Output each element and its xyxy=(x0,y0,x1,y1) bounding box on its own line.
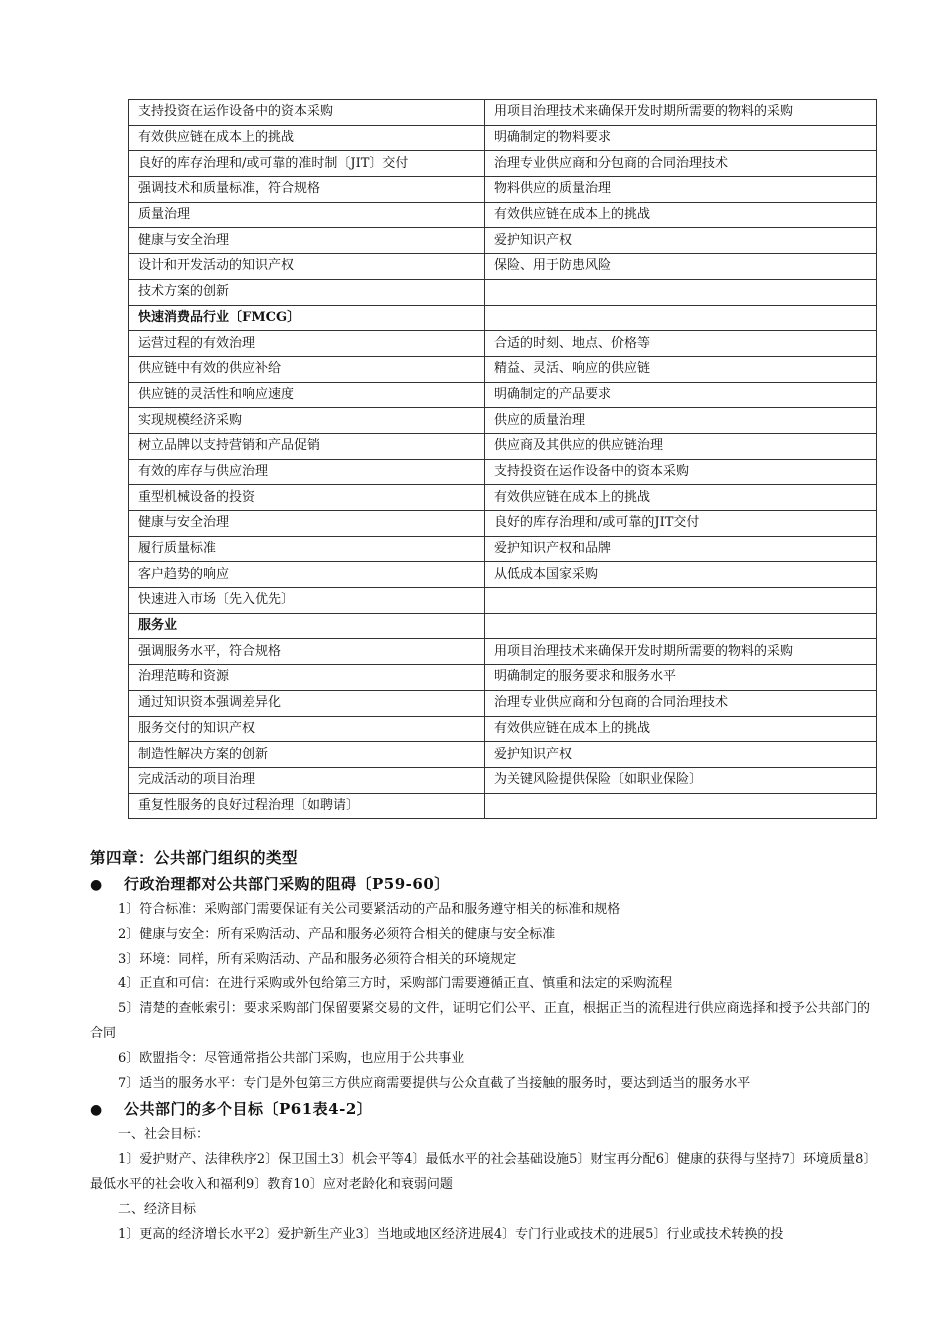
table-row xyxy=(129,459,877,485)
table-cell-left: 支持投资在运作设备中的资本采购 xyxy=(129,100,485,126)
section-heading-text: 公共部门的多个目标〔P61表4-2〕 xyxy=(124,1100,373,1119)
table-row xyxy=(129,742,877,768)
table-cell-right: 保险、用于防患风险 xyxy=(485,254,877,280)
table-cell-right: 明确制定的产品要求 xyxy=(485,382,877,408)
section-heading-text: 行政治理都对公共部门采购的阻碍〔P59-60〕 xyxy=(124,875,450,893)
table-row xyxy=(129,408,877,434)
table-row xyxy=(129,665,877,691)
table-row xyxy=(129,202,877,228)
table-cell-left: 健康与安全治理 xyxy=(129,511,485,537)
table-cell-right: 物料供应的质量治理 xyxy=(485,177,877,203)
table-row xyxy=(129,485,877,511)
table-cell-left: 运营过程的有效治理 xyxy=(129,331,485,357)
table-cell-left: 技术方案的创新 xyxy=(129,279,485,305)
list-item: 6〕欧盟指令：尽管通常指公共部门采购，也应用于公共事业 xyxy=(118,1050,465,1066)
table-cell-right: 用项目治理技术来确保开发时期所需要的物料的采购 xyxy=(485,639,877,665)
table-cell-right xyxy=(485,588,877,614)
list-item: 3〕环境：同样，所有采购活动、产品和服务必须符合相关的环境规定 xyxy=(118,951,517,967)
table-cell-right: 治理专业供应商和分包商的合同治理技术 xyxy=(485,151,877,177)
table-cell-left: 重型机械设备的投资 xyxy=(129,485,485,511)
requirements-table xyxy=(128,99,877,819)
table-cell-right: 爱护知识产权 xyxy=(485,228,877,254)
subheading-social: 一、社会目标： xyxy=(118,1127,210,1143)
table-cell-right: 有效供应链在成本上的挑战 xyxy=(485,716,877,742)
table-cell-left: 通过知识资本强调差异化 xyxy=(129,690,485,716)
table-cell-left: 履行质量标准 xyxy=(129,536,485,562)
table-row xyxy=(129,177,877,203)
table-cell-left: 完成活动的项目治理 xyxy=(129,767,485,793)
table-cell-left: 有效的库存与供应治理 xyxy=(129,459,485,485)
table-cell-left: 客户趋势的响应 xyxy=(129,562,485,588)
table-cell-left: 良好的库存治理和/或可靠的准时制〔JIT〕交付 xyxy=(129,151,485,177)
bullet-icon: ● xyxy=(90,877,103,893)
table-row xyxy=(129,331,877,357)
table-cell-left: 快速消费品行业〔FMCG〕 xyxy=(129,305,485,331)
list-item: 2〕健康与安全：所有采购活动、产品和服务必须符合相关的健康与安全标准 xyxy=(118,926,556,942)
table-row xyxy=(129,151,877,177)
section-heading-admin xyxy=(90,871,870,898)
table-row xyxy=(129,511,877,537)
table-row xyxy=(129,716,877,742)
table-cell-right xyxy=(485,305,877,331)
table-cell-left: 供应链的灵活性和响应速度 xyxy=(129,382,485,408)
section-heading-goals xyxy=(90,1096,870,1123)
table-row xyxy=(129,767,877,793)
table-cell-left: 供应链中有效的供应补给 xyxy=(129,356,485,382)
table-row xyxy=(129,125,877,151)
table-row xyxy=(129,588,877,614)
paragraph-social-goals: 1〕爱护财产、法律秩序2〕保卫国土3〕机会平等4〕最低水平的社会基础设施5〕财宝再分配6〕健康的获得与坚持7〕环境质量8〕最低水平的社会收入和福利9〕教育10〕应对老龄化和衰弱问题 xyxy=(90,1152,870,1192)
table-cell-left: 服务业 xyxy=(129,613,485,639)
table-row xyxy=(129,690,877,716)
table-cell-right: 精益、灵活、响应的供应链 xyxy=(485,356,877,382)
table-cell-right: 供应的质量治理 xyxy=(485,408,877,434)
table-cell-right: 有效供应链在成本上的挑战 xyxy=(485,485,877,511)
table-cell-left: 实现规模经济采购 xyxy=(129,408,485,434)
list-item: 4〕正直和可信：在进行采购或外包给第三方时，采购部门需要遵循正直、慎重和法定的采购流程 xyxy=(118,976,673,992)
table-row xyxy=(129,356,877,382)
table-cell-left: 服务交付的知识产权 xyxy=(129,716,485,742)
table-cell-right: 治理专业供应商和分包商的合同治理技术 xyxy=(485,690,877,716)
list-item: 7〕适当的服务水平：专门是外包第三方供应商需要提供与公众直截了当接触的服务时，要达到适当的服务水平 xyxy=(118,1075,751,1091)
table-row xyxy=(129,536,877,562)
table-row xyxy=(129,562,877,588)
table-cell-right xyxy=(485,793,877,819)
table-body xyxy=(129,100,877,819)
table-row xyxy=(129,228,877,254)
table-row xyxy=(129,639,877,665)
table-cell-right: 支持投资在运作设备中的资本采购 xyxy=(485,459,877,485)
table-cell-left: 强调技术和质量标准，符合规格 xyxy=(129,177,485,203)
table-cell-right: 供应商及其供应的供应链治理 xyxy=(485,433,877,459)
table-cell-left: 治理范畴和资源 xyxy=(129,665,485,691)
table-cell-right xyxy=(485,613,877,639)
table-cell-right: 爱护知识产权 xyxy=(485,742,877,768)
table-cell-right: 合适的时刻、地点、价格等 xyxy=(485,331,877,357)
subheading-economic: 二、经济目标 xyxy=(118,1201,197,1217)
table-cell-right: 明确制定的服务要求和服务水平 xyxy=(485,665,877,691)
table-cell-left: 强调服务水平，符合规格 xyxy=(129,639,485,665)
table-cell-right: 有效供应链在成本上的挑战 xyxy=(485,202,877,228)
bullet-icon: ● xyxy=(90,1102,103,1119)
table-cell-left: 制造性解决方案的创新 xyxy=(129,742,485,768)
table-row xyxy=(129,382,877,408)
table-cell-left: 质量治理 xyxy=(129,202,485,228)
table-cell-left: 树立品牌以支持营销和产品促销 xyxy=(129,433,485,459)
table-row xyxy=(129,279,877,305)
table-cell-right: 良好的库存治理和/或可靠的JIT交付 xyxy=(485,511,877,537)
table-cell-left: 健康与安全治理 xyxy=(129,228,485,254)
table-cell-left: 有效供应链在成本上的挑战 xyxy=(129,125,485,151)
table-cell-left: 重复性服务的良好过程治理〔如聘请〕 xyxy=(129,793,485,819)
table-cell-right: 用项目治理技术来确保开发时期所需要的物料的采购 xyxy=(485,100,877,126)
table-section-row xyxy=(129,613,877,639)
chapter-title: 第四章：公共部门组织的类型 xyxy=(90,848,299,867)
table-section-row xyxy=(129,305,877,331)
table-row xyxy=(129,433,877,459)
table-cell-left: 设计和开发活动的知识产权 xyxy=(129,254,485,280)
table-row xyxy=(129,100,877,126)
table-row xyxy=(129,254,877,280)
table-cell-right: 从低成本国家采购 xyxy=(485,562,877,588)
chapter-section xyxy=(90,845,870,1247)
table-row xyxy=(129,793,877,819)
table-cell-right: 明确制定的物料要求 xyxy=(485,125,877,151)
list-item: 1〕符合标准：采购部门需要保证有关公司要紧活动的产品和服务遵守相关的标准和规格 xyxy=(118,902,621,917)
table-cell-right xyxy=(485,279,877,305)
list-item: 5〕清楚的查帐索引：要求采购部门保留要紧交易的文件，证明它们公平、正直，根据正当的流程进行供应商选择和授予公共部门的合同 xyxy=(90,1001,870,1041)
table-cell-left: 快速进入市场〔先入优先〕 xyxy=(129,588,485,614)
paragraph-economic-goals: 1〕更高的经济增长水平2〕爱护新生产业3〕当地或地区经济进展4〕专门行业或技术的进展5〕行业或技术转换的投 xyxy=(118,1226,784,1242)
table-cell-right: 为关键风险提供保险〔如职业保险〕 xyxy=(485,767,877,793)
table-cell-right: 爱护知识产权和品牌 xyxy=(485,536,877,562)
